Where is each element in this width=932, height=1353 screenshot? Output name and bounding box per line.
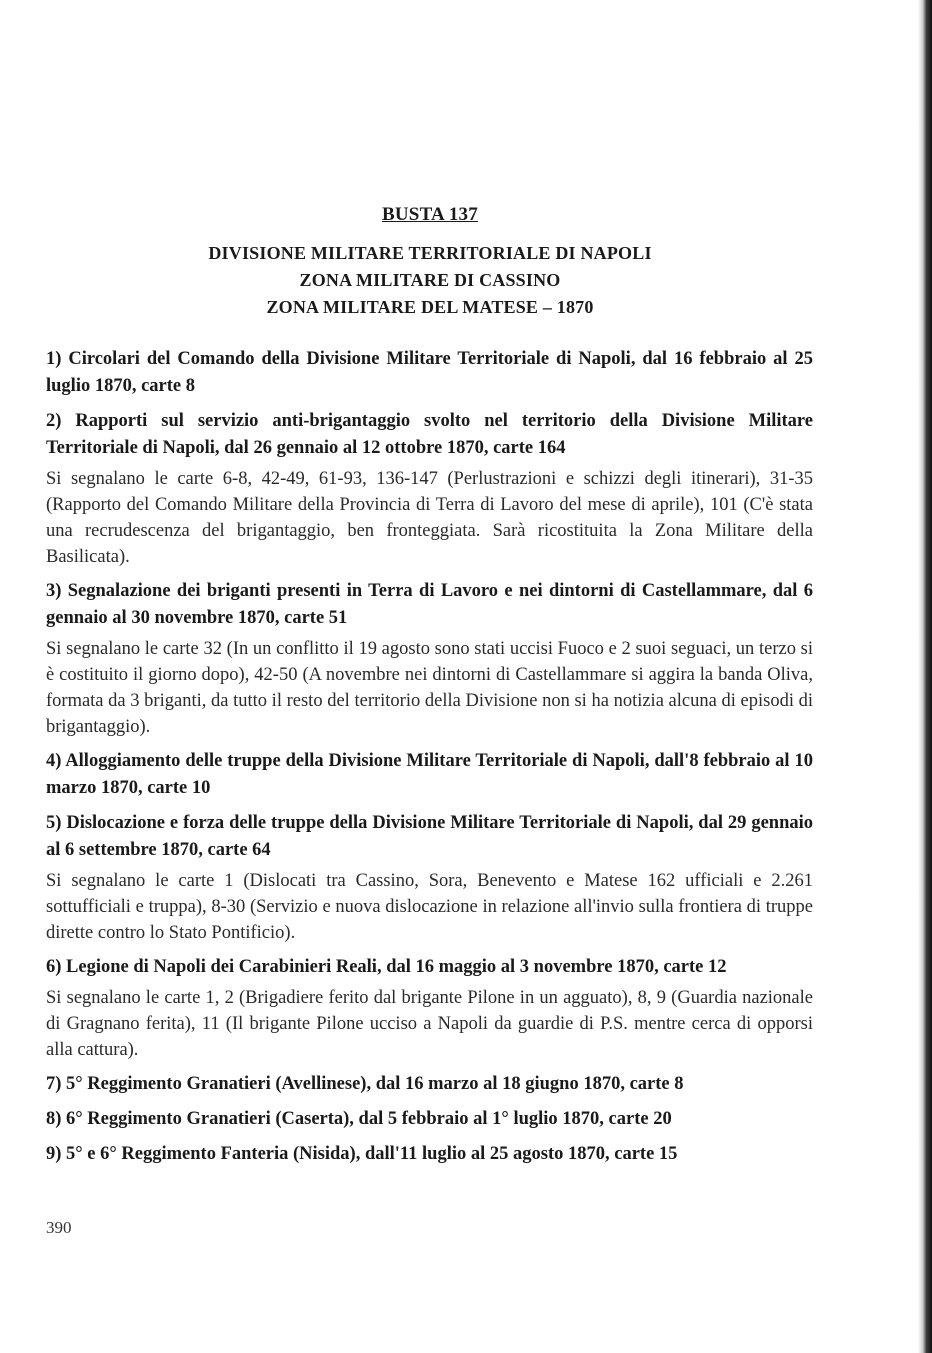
entry-title: 2) Rapporti sul servizio anti-brigantaggio svolto nel territorio della Divisione Militare Territoriale di Napoli, dal 26 gennaio al 12 ottobre 1870, carte 164 xyxy=(46,411,813,458)
page-number: 390 xyxy=(46,1218,72,1237)
entries-list xyxy=(46,346,813,1176)
entry-title: 9) 5° e 6° Reggimento Fanteria (Nisida), dall'11 luglio al 25 agosto 1870, carte 15 xyxy=(46,1144,678,1164)
entry-title: 4) Alloggiamento delle truppe della Divisione Militare Territoriale di Napoli, dall'8 febbraio al 10 marzo 1870, carte 10 xyxy=(46,751,813,798)
entry-7 xyxy=(46,1071,813,1098)
entry-note: Si segnalano le carte 6-8, 42-49, 61-93, 136-147 (Perlustrazioni e schizzi degli itinerari), 31-35 (Rapporto del Comando Militare della Provincia di Terra di Lavoro del mese di aprile), 101 (C'è stata una recrudescenza del brigantaggio, ben fronteggiata. Sarà ricostituita la Zona Militare della Basilicata). xyxy=(46,469,813,567)
entry-9 xyxy=(46,1141,813,1168)
entry-title: 5) Dislocazione e forza delle truppe della Divisione Militare Territoriale di Napoli, dal 29 gennaio al 6 settembre 1870, carte 64 xyxy=(46,813,813,860)
entry-title: 7) 5° Reggimento Granatieri (Avellinese), dal 16 marzo al 18 giugno 1870, carte 8 xyxy=(46,1074,684,1094)
entry-note: Si segnalano le carte 32 (In un conflitto il 19 agosto sono stati uccisi Fuoco e 2 suoi seguaci, un terzo si è costituito il giorno dopo), 42-50 (A novembre nei dintorni di Castellammare si aggira la banda Oliva, formata da 3 briganti, da tutto il resto del territorio della Divisione non si ha notizia alcuna di episodi di brigantaggio). xyxy=(46,639,813,737)
entry-4 xyxy=(46,748,813,802)
division-heading: DIVISIONE MILITARE TERRITORIALE DI NAPOLI xyxy=(208,243,652,263)
entry-5 xyxy=(46,810,813,946)
entry-title: 8) 6° Reggimento Granatieri (Caserta), dal 5 febbraio al 1° luglio 1870, carte 20 xyxy=(46,1109,672,1129)
busta-heading: BUSTA 137 xyxy=(382,204,478,225)
entry-title: 1) Circolari del Comando della Divisione Militare Territoriale di Napoli, dal 16 febbraio al 25 luglio 1870, carte 8 xyxy=(46,349,813,396)
entry-note: Si segnalano le carte 1 (Dislocati tra Cassino, Sora, Benevento e Matese 162 ufficiali e 2.261 sottufficiali e truppa), 8-30 (Servizio e nuova dislocazione in relazione all'invio sulla frontiera di truppe dirette contro lo Stato Pontificio). xyxy=(46,871,813,943)
entry-3 xyxy=(46,578,813,740)
zone-matese-heading: ZONA MILITARE DEL MATESE – 1870 xyxy=(266,297,594,317)
entry-title: 3) Segnalazione dei briganti presenti in Terra di Lavoro e nei dintorni di Castellammare, dal 6 gennaio al 30 novembre 1870, carte 51 xyxy=(46,581,813,628)
entry-2 xyxy=(46,408,813,570)
entry-title: 6) Legione di Napoli dei Carabinieri Reali, dal 16 maggio al 3 novembre 1870, carte 12 xyxy=(46,957,727,977)
entry-8 xyxy=(46,1106,813,1133)
zone-cassino-heading: ZONA MILITARE DI CASSINO xyxy=(299,270,561,290)
entry-1 xyxy=(46,346,813,400)
entry-note: Si segnalano le carte 1, 2 (Brigadiere ferito dal brigante Pilone in un agguato), 8, 9 (Guardia nazionale di Gragnano ferita), 11 (Il brigante Pilone ucciso a Napoli da guardie di P.S. mentre cerca di opporsi alla cattura). xyxy=(46,988,813,1060)
entry-6 xyxy=(46,954,813,1063)
binding-shadow xyxy=(918,0,932,1353)
